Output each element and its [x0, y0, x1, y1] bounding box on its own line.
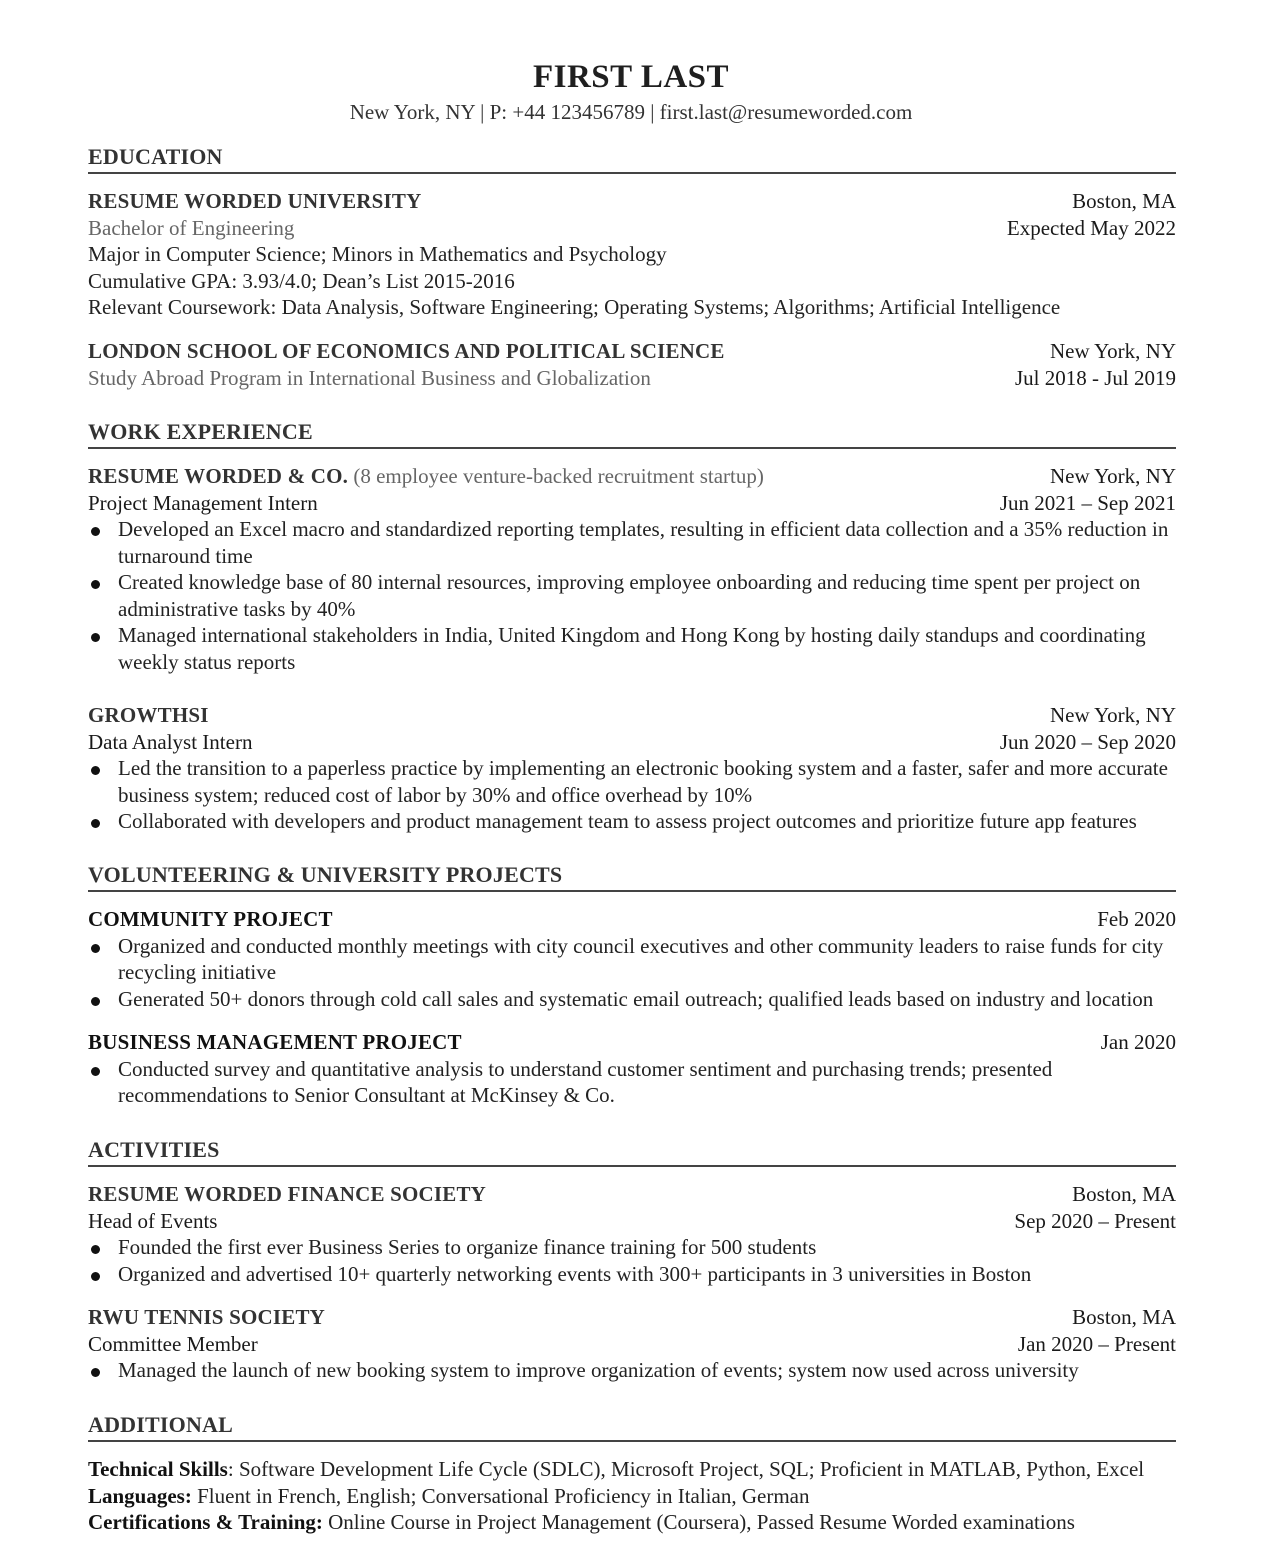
job-role: Project Management Intern — [88, 490, 318, 515]
activity-role: Committee Member — [88, 1331, 258, 1356]
project-date: Jan 2020 — [1100, 1030, 1176, 1054]
degree: Study Abroad Program in International Business and Globalization — [88, 365, 651, 390]
bullet-item: Developed an Excel macro and standardized reporting templates, resulting in efficient data collection and a 35% reduction in turnaround time — [88, 516, 1176, 569]
activity-location: Boston, MA — [1072, 1182, 1176, 1206]
degree-date: Jul 2018 - Jul 2019 — [1014, 365, 1176, 390]
activity-entry — [88, 1304, 1176, 1384]
education-detail: Relevant Coursework: Data Analysis, Software Engineering; Operating Systems; Algorithms; Artificial Intelligence — [88, 295, 1061, 319]
bullet-item: Collaborated with developers and product management team to assess project outcomes and prioritize future app features — [88, 808, 1176, 835]
education-detail: Major in Computer Science; Minors in Mathematics and Psychology — [88, 242, 667, 266]
job-date: Jun 2021 – Sep 2021 — [999, 490, 1176, 515]
activity-date: Sep 2020 – Present — [1014, 1208, 1176, 1233]
contact-line: New York, NY | P: +44 123456789 | first.last@resumeworded.com — [349, 100, 913, 124]
resume-header — [0, 58, 1262, 125]
job-entry — [88, 702, 1176, 835]
degree-date: Expected May 2022 — [1006, 215, 1176, 240]
school-name: LONDON SCHOOL OF ECONOMICS AND POLITICAL SCIENCE — [88, 339, 725, 363]
school-location: New York, NY — [1049, 339, 1176, 363]
bullet-item: Conducted survey and quantitative analysis to understand customer sentiment and purchasing trends; presented recommendations to Senior Consultant at McKinsey & Co. — [88, 1056, 1176, 1109]
bullet-item: Managed the launch of new booking system to improve organization of events; system now used across university — [88, 1357, 1176, 1384]
education-section — [88, 144, 1176, 174]
school-name: RESUME WORDED UNIVERSITY — [88, 189, 422, 213]
job-location: New York, NY — [1049, 703, 1176, 727]
candidate-name: FIRST LAST — [532, 59, 730, 95]
activity-role: Head of Events — [88, 1208, 218, 1233]
languages-line: Languages: Fluent in French, English; Conversational Proficiency in Italian, German — [88, 1483, 810, 1508]
activity-entry — [88, 1181, 1176, 1287]
project-name: COMMUNITY PROJECT — [88, 907, 333, 931]
company-name: RESUME WORDED & CO. — [88, 464, 349, 488]
company-name: GROWTHSI — [88, 703, 209, 727]
job-location: New York, NY — [1049, 464, 1176, 488]
education-detail: Cumulative GPA: 3.93/4.0; Dean’s List 2015-2016 — [88, 268, 515, 293]
activity-name: RESUME WORDED FINANCE SOCIETY — [88, 1182, 487, 1206]
section-title-education: EDUCATION — [88, 144, 1176, 174]
bullet-item: Generated 50+ donors through cold call sales and systematic email outreach; qualified leads based on industry and location — [88, 986, 1176, 1013]
section-title-additional: ADDITIONAL — [88, 1412, 1176, 1442]
activity-location: Boston, MA — [1072, 1305, 1176, 1329]
company-note: (8 employee venture-backed recruitment startup) — [353, 464, 764, 488]
certifications-line: Certifications & Training: Online Course in Project Management (Coursera), Passed Resume Worded examinations — [88, 1510, 1075, 1534]
bullet-item: Organized and advertised 10+ quarterly networking events with 300+ participants in 3 universities in Boston — [88, 1261, 1176, 1288]
volunteering-section — [88, 862, 1176, 892]
section-title-work: WORK EXPERIENCE — [88, 419, 1176, 449]
section-title-volunteering: VOLUNTEERING & UNIVERSITY PROJECTS — [88, 862, 1176, 892]
education-entry — [88, 188, 1176, 321]
bullet-item: Organized and conducted monthly meetings with city council executives and other community leaders to raise funds for city recycling initiative — [88, 933, 1176, 986]
school-location: Boston, MA — [1072, 189, 1176, 213]
degree: Bachelor of Engineering — [88, 215, 295, 240]
additional-section — [88, 1412, 1176, 1442]
education-entry — [88, 338, 1176, 391]
job-role: Data Analyst Intern — [88, 729, 253, 754]
job-entry — [88, 463, 1176, 675]
activity-name: RWU TENNIS SOCIETY — [88, 1305, 326, 1329]
additional-list — [88, 1456, 1176, 1536]
bullet-item: Led the transition to a paperless practice by implementing an electronic booking system and a faster, safer and more accurate business system; reduced cost of labor by 30% and office overhead by 10% — [88, 755, 1176, 808]
bullet-item: Founded the first ever Business Series to organize finance training for 500 students — [88, 1234, 1176, 1261]
job-date: Jun 2020 – Sep 2020 — [999, 729, 1176, 754]
activity-date: Jan 2020 – Present — [1017, 1331, 1176, 1356]
project-date: Feb 2020 — [1097, 907, 1176, 931]
project-entry — [88, 906, 1176, 1012]
section-title-activities: ACTIVITIES — [88, 1137, 1176, 1167]
work-section — [88, 419, 1176, 449]
bullet-item: Managed international stakeholders in India, United Kingdom and Hong Kong by hosting daily standups and coordinating weekly status reports — [88, 622, 1176, 675]
bullet-item: Created knowledge base of 80 internal resources, improving employee onboarding and reducing time spent per project on administrative tasks by 40% — [88, 569, 1176, 622]
technical-skills-line: Technical Skills: Software Development Life Cycle (SDLC), Microsoft Project, SQL; Proficient in MATLAB, Python, Excel — [88, 1457, 1145, 1481]
activities-section — [88, 1137, 1176, 1167]
project-name: BUSINESS MANAGEMENT PROJECT — [88, 1030, 462, 1054]
project-entry — [88, 1029, 1176, 1109]
